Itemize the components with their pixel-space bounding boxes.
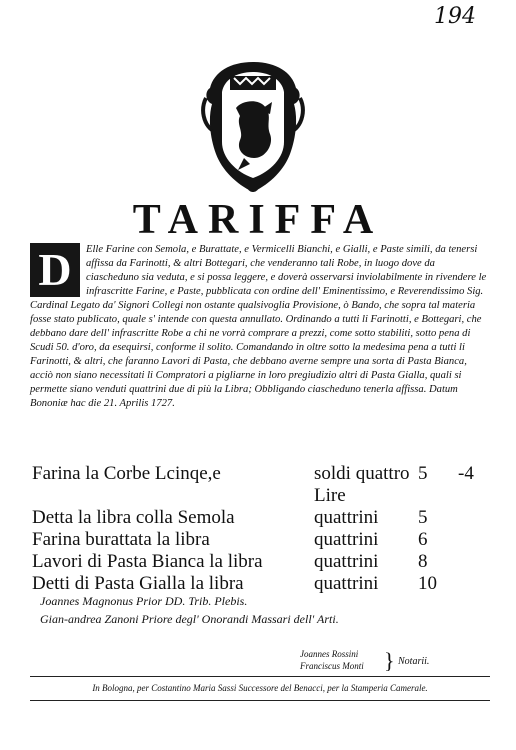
tariff-item: Detta la libra colla Semola [32,507,235,528]
signature-prior: Joannes Magnonus Prior DD. Trib. Plebis. [40,594,248,608]
notary-name: Joannes Rossini [300,649,359,659]
tariff-unit: soldi quattro Lire [314,463,410,506]
tariff-row [32,551,492,573]
tariff-item: Farina burattata la libra [32,529,210,550]
tariff-row [32,507,492,529]
tariff-item: Lavori di Pasta Bianca la libra [32,551,263,572]
tariff-unit: quattrini [314,573,379,594]
page-number: 194 [434,4,476,29]
tariff-unit: quattrini [314,551,379,572]
tariff-unit: quattrini [314,507,379,528]
decree-text: Elle Farine con Semola, e Burattate, e Vermicelli Bianchi, e Gialli, e Paste simili, da tenersi affissa da Farinotti, & altri Bottegari, che venderanno tali Robe, in luogo dove da ciascheduno sia veduta, e si possa leggere, e doverà osservarsi inviolabilmente in rivendere le infrascritte Farine, e Paste, pubblicata con ordine dell' Eminentissimo, e Reverendissimo Sig. Cardinal Legato da' Signori Collegi non ostante qualsivoglia Provisione, ò Bando, che sopra tal materia fosse stato publicato, quale s' intende con questa annullato. Ordinando a tutti li Farinotti, e Bottegari, che debbano dare dell' infrascritte Robe a chi ne vorrà comprare a prezzi, come sotto stabiliti, sotto pena di Scudi 50. d'oro, da esequirsi, conforme il solito. Comandando in oltre sotto la medesima pena a tutti li Farinotti, & altri, che faranno Lavori di Pasta, che debbano averne sempre una sorta di Pasta Bianca, acciò non siano necessitati li Compratori a pigliarne in loro pregiudizio altri di Pasta Gialla, quali si permette siano venduti quattrini due di più la Libra; Obbligando ciascheduno tenerla affissa. Datum Bononiæ hac die 21. Aprilis 1727. [30,244,487,409]
tariff-value: 10 [418,573,437,594]
divider-bottom [30,700,490,701]
tariff-extra: -4 [458,463,474,484]
divider-top [30,676,490,677]
tariff-row [32,463,492,507]
signature-massari: Gian-andrea Zanoni Priore degl' Onorandi Massari dell' Arti. [40,612,339,626]
tariff-value: 5 [418,463,428,484]
tariff-value: 8 [418,551,428,572]
tariff-value: 5 [418,507,428,528]
tariff-unit: quattrini [314,529,379,550]
tariff-item: Detti di Pasta Gialla la libra [32,573,244,594]
printer-imprint: In Bologna, per Costantino Maria Sassi Successore del Benacci, per la Stamperia Camerale. [92,683,428,693]
brace-icon: } [384,648,395,673]
notary-names [300,648,364,672]
tariff-table [32,463,492,595]
tariff-row [32,573,492,595]
tariff-item: Farina la Corbe Lcinqe,e [32,463,221,484]
notary-title: Notarii. [398,656,430,667]
decree-body [30,243,490,411]
drop-cap: D [30,243,80,297]
coat-of-arms-emblem [200,58,306,196]
tariff-row [32,529,492,551]
notary-name: Franciscus Monti [300,661,364,671]
document-title: TARIFFA [132,197,384,243]
tariff-value: 6 [418,529,428,550]
